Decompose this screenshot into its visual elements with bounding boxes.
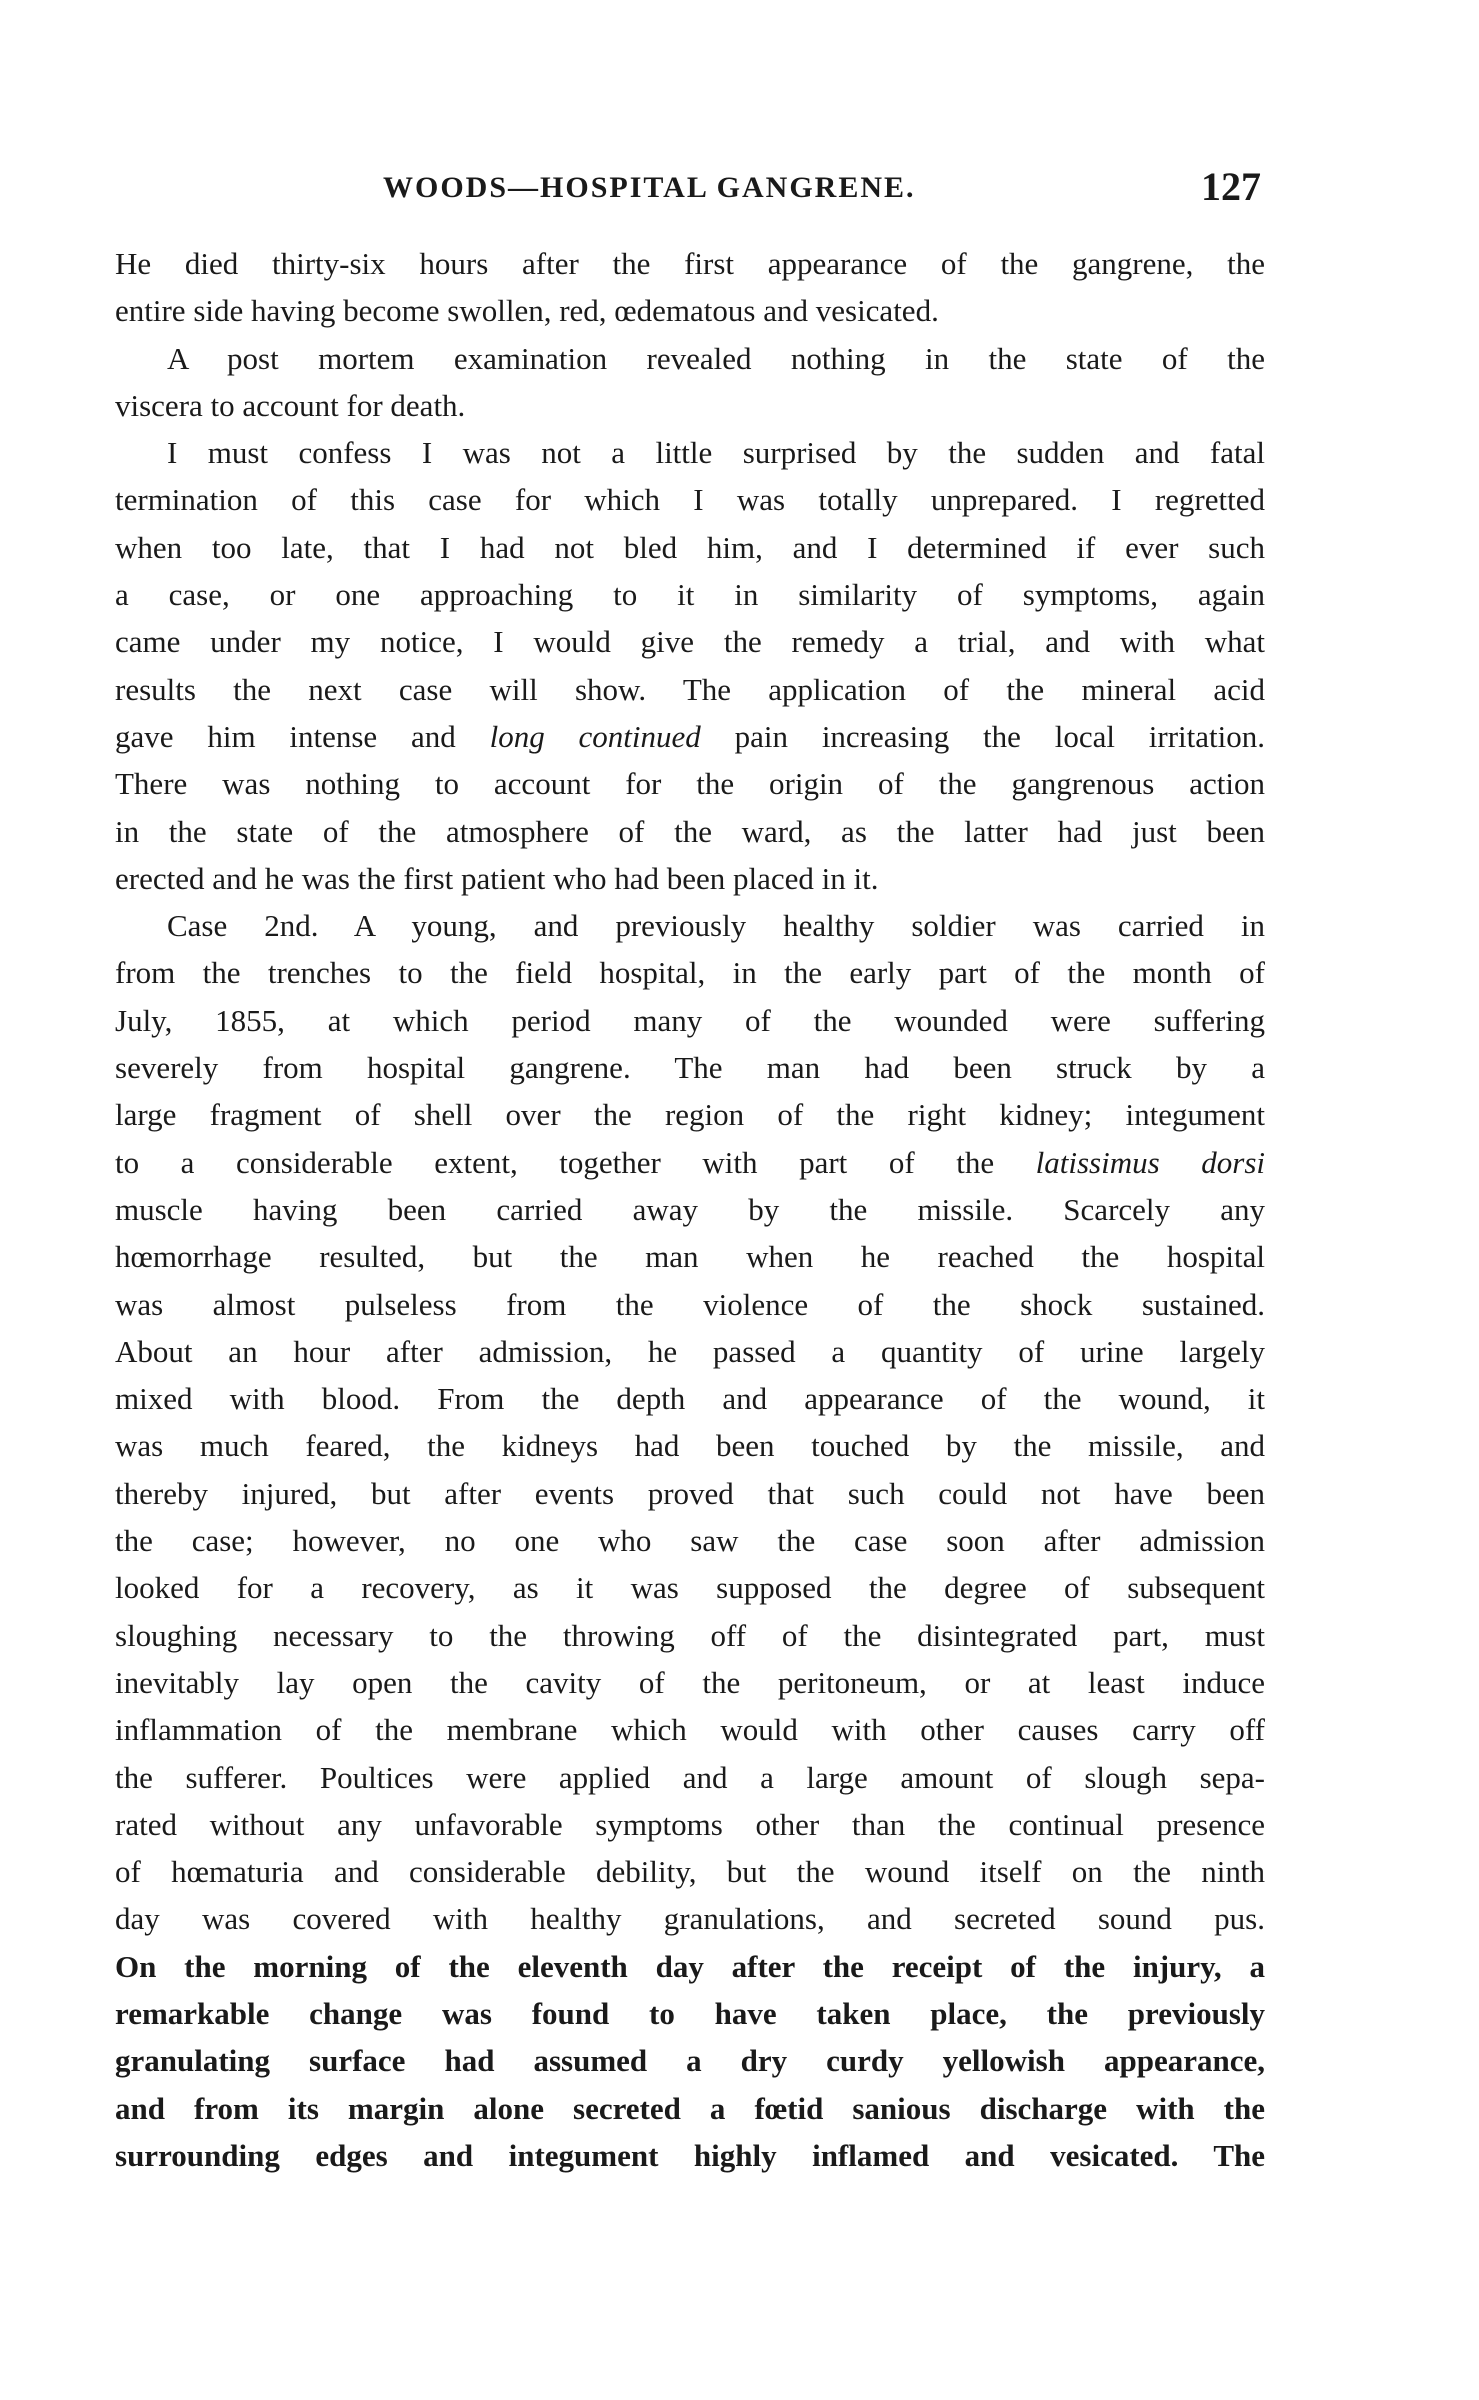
text-line: the case; however, no one who saw the case soon after admission bbox=[115, 1523, 1265, 1559]
text-line: There was nothing to account for the origin of the gangrenous action bbox=[115, 766, 1265, 802]
text-line: and from its margin alone secreted a fœtid sanious discharge with the bbox=[115, 2090, 1265, 2126]
text-line: erected and he was the first patient who had been placed in it. bbox=[115, 860, 879, 896]
text-line: came under my notice, I would give the remedy a trial, and with what bbox=[115, 624, 1265, 660]
body-text bbox=[115, 240, 1265, 2179]
text-line: was much feared, the kidneys had been touched by the missile, and bbox=[115, 1428, 1265, 1464]
text-line: sloughing necessary to the throwing off of the disintegrated part, must bbox=[115, 1617, 1265, 1653]
text-line: viscera to account for death. bbox=[115, 387, 466, 423]
text-line: remarkable change was found to have taken place, the previously bbox=[115, 1995, 1265, 2031]
text-line: to a considerable extent, together with part of the latissimus dorsi bbox=[115, 1144, 1265, 1180]
text-line: a case, or one approaching to it in similarity of symptoms, again bbox=[115, 577, 1265, 613]
text-line: July, 1855, at which period many of the wounded were suffering bbox=[115, 1002, 1265, 1038]
text-line: thereby injured, but after events proved that such could not have been bbox=[115, 1475, 1265, 1511]
text-line: On the morning of the eleventh day after the receipt of the injury, a bbox=[115, 1948, 1265, 1984]
page-number: 127 bbox=[1201, 164, 1261, 209]
text-line: He died thirty-six hours after the first appearance of the gangrene, the bbox=[115, 246, 1265, 281]
text-line: day was covered with healthy granulations, and secreted sound pus. bbox=[115, 1901, 1265, 1937]
text-line: inevitably lay open the cavity of the peritoneum, or at least induce bbox=[115, 1664, 1265, 1700]
text-line: in the state of the atmosphere of the ward, as the latter had just been bbox=[115, 813, 1265, 849]
text-line: from the trenches to the field hospital, in the early part of the month of bbox=[115, 955, 1265, 991]
text-line: entire side having become swollen, red, œdematous and vesicated. bbox=[115, 293, 939, 329]
text-line: rated without any unfavorable symptoms other than the continual presence bbox=[115, 1806, 1265, 1842]
text-line: the sufferer. Poultices were applied and a large amount of slough sepa- bbox=[115, 1759, 1265, 1795]
text-line: A post mortem examination revealed nothing in the state of the bbox=[167, 340, 1265, 376]
text-line: I must confess I was not a little surprised by the sudden and fatal bbox=[167, 435, 1265, 471]
text-line: surrounding edges and integument highly inflamed and vesicated. The bbox=[115, 2137, 1265, 2173]
running-title: WOODS—HOSPITAL GANGRENE. bbox=[383, 171, 916, 204]
text-line: inflammation of the membrane which would with other causes carry off bbox=[115, 1712, 1265, 1748]
text-line: About an hour after admission, he passed a quantity of urine largely bbox=[115, 1333, 1265, 1369]
text-line: of hœmaturia and considerable debility, but the wound itself on the ninth bbox=[115, 1854, 1265, 1890]
text-line: looked for a recovery, as it was supposed the degree of subsequent bbox=[115, 1570, 1265, 1606]
text-line: when too late, that I had not bled him, and I determined if ever such bbox=[115, 529, 1265, 565]
text-line: gave him intense and long continued pain increasing the local irritation. bbox=[115, 718, 1266, 754]
text-line: hœmorrhage resulted, but the man when he reached the hospital bbox=[115, 1239, 1265, 1275]
text-line: termination of this case for which I was totally unprepared. I regretted bbox=[115, 482, 1265, 518]
text-line: mixed with blood. From the depth and appearance of the wound, it bbox=[115, 1381, 1265, 1417]
text-line: granulating surface had assumed a dry curdy yellowish appearance, bbox=[115, 2043, 1265, 2079]
text-line: results the next case will show. The application of the mineral acid bbox=[115, 671, 1265, 707]
text-line: muscle having been carried away by the missile. Scarcely any bbox=[115, 1191, 1265, 1227]
text-line: large fragment of shell over the region of the right kidney; integument bbox=[115, 1097, 1265, 1133]
running-head bbox=[383, 163, 1273, 213]
text-line: was almost pulseless from the violence of the shock sustained. bbox=[115, 1286, 1265, 1322]
text-line: Case 2nd. A young, and previously healthy soldier was carried in bbox=[167, 908, 1265, 944]
text-line: severely from hospital gangrene. The man had been struck by a bbox=[115, 1050, 1265, 1086]
